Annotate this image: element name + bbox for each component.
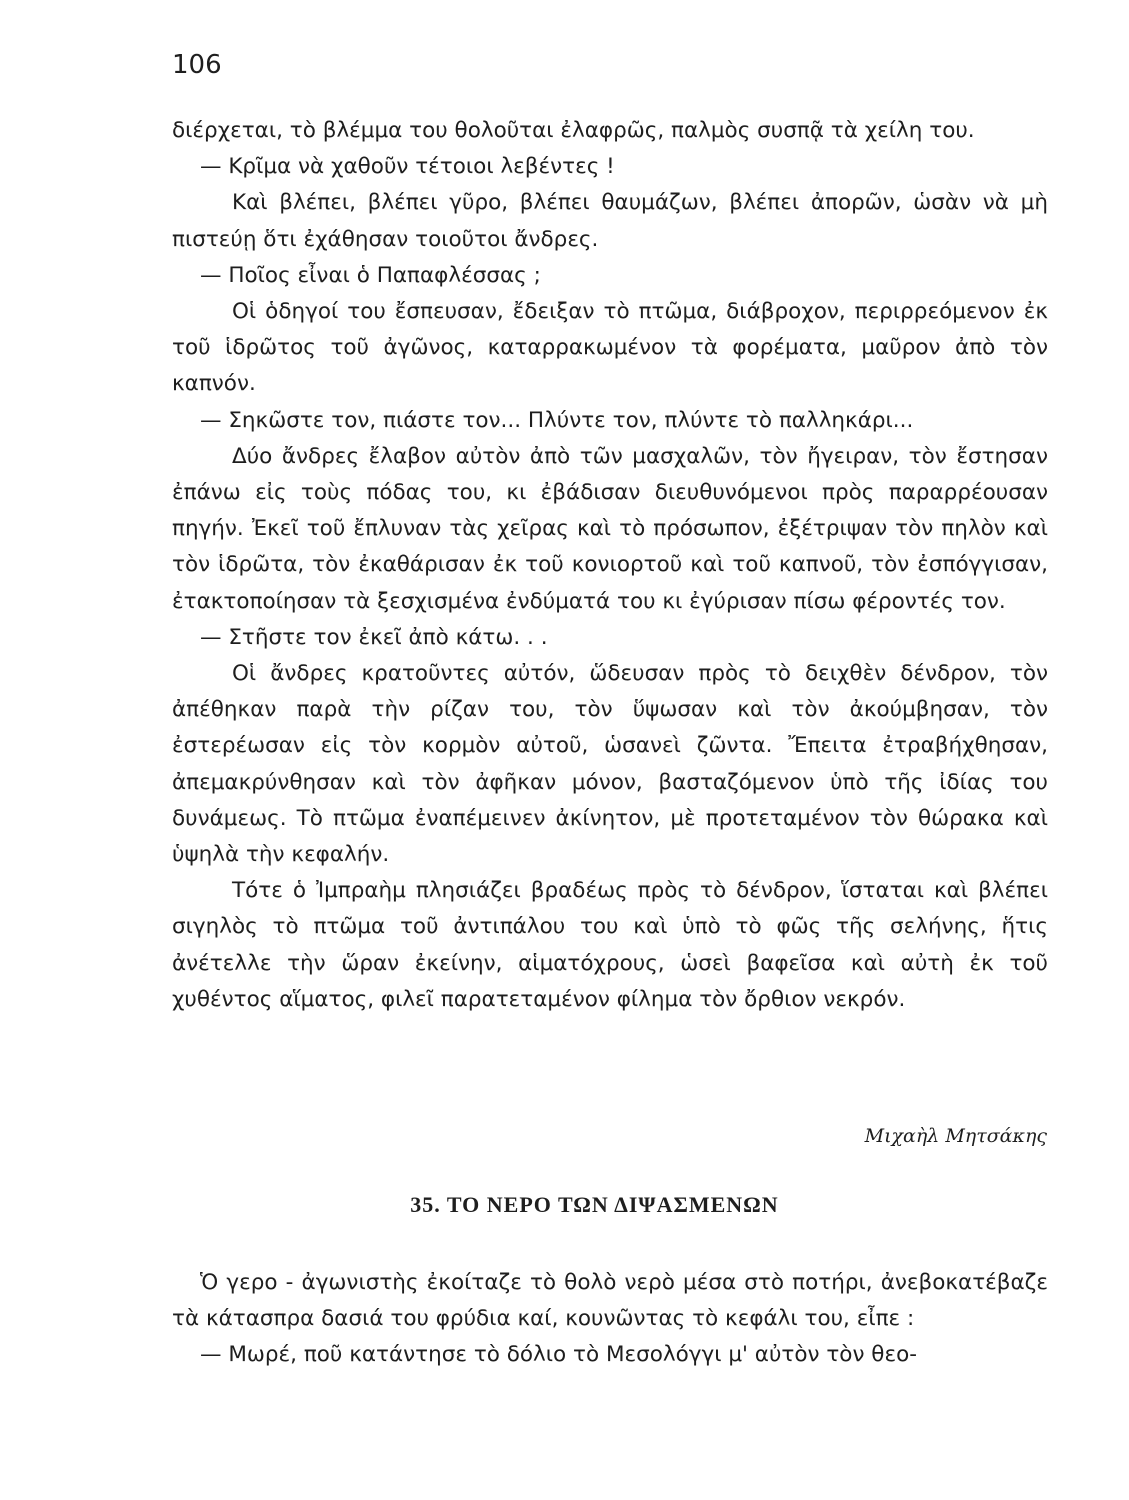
paragraph: Οἱ ὁδηγοί του ἔσπευσαν, ἔδειξαν τὸ πτῶμα, διάβροχον, περιρρεόμενον ἐκ τοῦ ἱδρῶτος τοῦ ἀγῶνος, καταρρακωμένον τὰ φορέματα, μαῦρον ἀπὸ τὸν καπνόν. — [172, 299, 1048, 397]
dialogue-line: — Μωρέ, ποῦ κατάντησε τὸ δόλιο τὸ Μεσολόγγι μ' αὐτὸν τὸν θεο- — [200, 1342, 917, 1368]
page-number: 106 — [172, 50, 222, 80]
paragraph: Δύο ἄνδρες ἔλαβον αὐτὸν ἀπὸ τῶν μασχαλῶν, τὸν ἤγειραν, τὸν ἔστησαν ἐπάνω εἰς τοὺς πόδας του, κι ἐβάδισαν διευθυνόμενοι πρὸς παραρρέουσαν πηγήν. Ἐκεῖ τοῦ ἔπλυναν τὰς χεῖρας καὶ τὸ πρόσωπον, ἐξέτριψαν τὸν πηλὸν καὶ τὸν ἱδρῶτα, τὸν ἐκαθάρισαν ἐκ τοῦ κονιορτοῦ καὶ τοῦ καπνοῦ, τὸν ἐσπόγγισαν, ἐτακτοποίησαν τὰ ξεσχισμένα ἐνδύματά του κι ἐγύρισαν πίσω φέροντές τον. — [172, 443, 1048, 614]
paragraph: διέρχεται, τὸ βλέμμα του θολοῦται ἐλαφρῶς, παλμὸς συσπᾷ τὰ χείλη του. — [172, 118, 975, 143]
paragraph: Ὁ γερο - ἀγωνιστὴς ἐκοίταζε τὸ θολὸ νερὸ μέσα στὸ ποτήρι, ἀνεβοκατέβαζε τὰ κάτασπρα δασιά του φρύδια καί, κουνῶντας τὸ κεφάλι του, εἶπε : — [172, 1270, 1048, 1332]
author-signature: Μιχαὴλ Μητσάκης — [864, 1125, 1047, 1147]
paragraph: Καὶ βλέπει, βλέπει γῦρο, βλέπει θαυμάζων, βλέπει ἀπορῶν, ὡσὰν νὰ μὴ πιστεύῃ ὅτι ἐχάθησαν τοιοῦτοι ἄνδρες. — [172, 190, 1048, 252]
paragraph: Οἱ ἄνδρες κρατοῦντες αὐτόν, ὥδευσαν πρὸς τὸ δειχθὲν δένδρον, τὸν ἀπέθηκαν παρὰ τὴν ρίζαν του, τὸν ὕψωσαν καὶ τὸν ἀκούμβησαν, τὸν ἐστερέωσαν εἰς τὸν κορμὸν αὐτοῦ, ὡσανεὶ ζῶντα. Ἔπειτα ἐτραβήχθησαν, ἀπεμακρύνθησαν καὶ τὸν ἀφῆκαν μόνον, βασταζόμενον ὑπὸ τῆς ἰδίας του δυνάμεως. Τὸ πτῶμα ἐναπέμεινεν ἀκίνητον, μὲ προτεταμένον τὸν θώρακα καὶ ὑψηλὰ τὴν κεφαλήν. — [172, 661, 1048, 868]
dialogue-line: — Σηκῶστε τον, πιάστε τον... Πλύντε τον, πλύντε τὸ παλληκάρι... — [200, 407, 914, 433]
text-block-chapter — [172, 1265, 1048, 1374]
text-block-main — [172, 113, 1048, 1018]
paragraph: Τότε ὁ Ἰμπραὴμ πλησιάζει βραδέως πρὸς τὸ δένδρον, ἵσταται καὶ βλέπει σιγηλὸς τὸ πτῶμα τοῦ ἀντιπάλου του καὶ ὑπὸ τὸ φῶς τῆς σελήνης, ἥτις ἀνέτελλε τὴν ὥραν ἐκείνην, αἱματόχρους, ὡσεὶ βαφεῖσα καὶ αὐτὴ ἐκ τοῦ χυθέντος αἵματος, φιλεῖ παρατεταμένον φίλημα τὸν ὄρθιον νεκρόν. — [172, 878, 1048, 1012]
dialogue-line: — Κρῖμα νὰ χαθοῦν τέτοιοι λεβέντες ! — [200, 154, 615, 180]
dialogue-line: — Ποῖος εἶναι ὁ Παπαφλέσσας ; — [200, 262, 541, 288]
chapter-title: 35. ΤΟ ΝΕΡΟ ΤΩΝ ΔΙΨΑΣΜΕΝΩΝ — [410, 1192, 779, 1217]
dialogue-line: — Στῆστε τον ἐκεῖ ἀπὸ κάτω. . . — [200, 624, 548, 650]
